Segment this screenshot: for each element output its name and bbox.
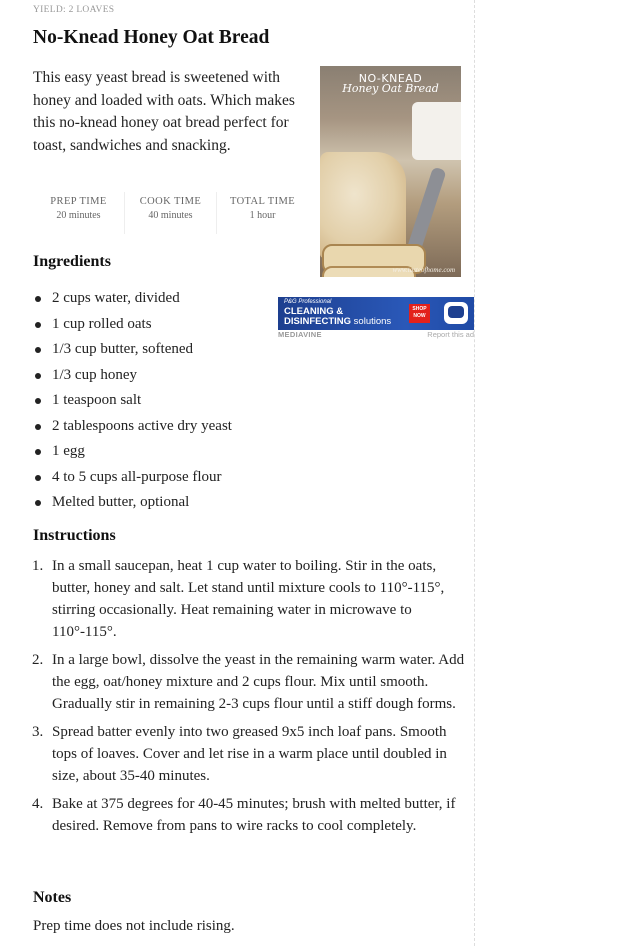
prep-time xyxy=(33,192,125,234)
butter-dish xyxy=(412,102,461,160)
ingredient-item: 1 egg xyxy=(33,439,232,465)
notes-heading: Notes xyxy=(33,889,72,906)
report-ad-link[interactable]: Report this ad xyxy=(427,330,474,339)
instructions-list xyxy=(33,555,473,843)
instructions-heading: Instructions xyxy=(33,527,116,544)
notes-text: Prep time does not include rising. xyxy=(33,918,235,934)
instruction-step: 2. In a large bowl, dissolve the yeast in the remaining warm water. Add the egg, oat/honey mixture and 2 cups flour. Mix until smooth. Gradually stir in remaining 2-3 cups flour until a stiff dough forms. xyxy=(32,652,465,712)
prep-time-value: 20 minutes xyxy=(56,210,101,221)
prep-time-label: PREP TIME xyxy=(50,196,107,207)
cook-time-value: 40 minutes xyxy=(148,210,193,221)
total-time-label: TOTAL TIME xyxy=(229,196,296,207)
ingredient-item: 1 teaspoon salt xyxy=(33,388,232,414)
instruction-step: 1. In a small saucepan, heat 1 cup water to boiling. Stir in the oats, butter, honey and salt. Let stand until mixture cools to 110°-115°, stirring occasionally. Heat remaining water in microwave to 110°-115°. xyxy=(32,558,445,640)
ad-banner[interactable] xyxy=(278,297,474,330)
ingredient-item: 1/3 cup butter, softened xyxy=(33,337,232,363)
recipe-title: No-Knead Honey Oat Bread xyxy=(33,27,270,48)
photo-title-line2: Honey Oat Bread xyxy=(342,82,439,95)
ingredients-heading: Ingredients xyxy=(33,253,111,270)
ingredient-item: Melted butter, optional xyxy=(33,490,232,516)
recipe-times xyxy=(33,192,308,234)
recipe-photo[interactable] xyxy=(320,66,461,277)
ad-headline-1: CLEANING & xyxy=(284,306,344,317)
recipe-yield: YIELD: 2 LOAVES xyxy=(33,5,115,15)
ingredient-item: 1/3 cup honey xyxy=(33,363,232,389)
bread-loaf xyxy=(320,152,406,258)
ad-logo-icon xyxy=(444,302,468,324)
photo-watermark: www.tasteofhome.com xyxy=(392,266,455,274)
recipe-description: This easy yeast bread is sweetened with honey and loaded with oats. Which makes this no-knead honey oat bread perfect for toast, sandwiches and snacking. xyxy=(33,69,295,154)
ingredient-item: 2 tablespoons active dry yeast xyxy=(33,414,232,440)
instruction-step: 4. Bake at 375 degrees for 40-45 minutes; brush with melted butter, if desired. Remove from pans to wire racks to cool completely. xyxy=(32,796,456,834)
ad-headline-2: DISINFECTING solutions xyxy=(284,316,392,327)
total-time-value: 1 hour xyxy=(249,210,276,221)
ingredient-item: 2 cups water, divided xyxy=(33,286,232,312)
cook-time-label: COOK TIME xyxy=(139,196,202,207)
photo-title-line1: NO-KNEAD xyxy=(358,72,423,85)
ad-shop-now-button[interactable]: SHOP NOW xyxy=(409,304,430,323)
ingredient-item: 4 to 5 cups all-purpose flour xyxy=(33,465,232,491)
mediavine-label: MEDIAVINE xyxy=(278,330,322,339)
ingredients-list xyxy=(33,286,232,516)
cook-time xyxy=(125,192,217,234)
total-time xyxy=(217,192,308,234)
ad-brand: P&G Professional xyxy=(284,299,332,305)
ingredient-item: 1 cup rolled oats xyxy=(33,312,232,338)
instruction-step: 3. Spread batter evenly into two greased 9x5 inch loaf pans. Smooth tops of loaves. Cover and let rise in a warm place until doubled in size, about 35-40 minutes. xyxy=(32,724,447,784)
